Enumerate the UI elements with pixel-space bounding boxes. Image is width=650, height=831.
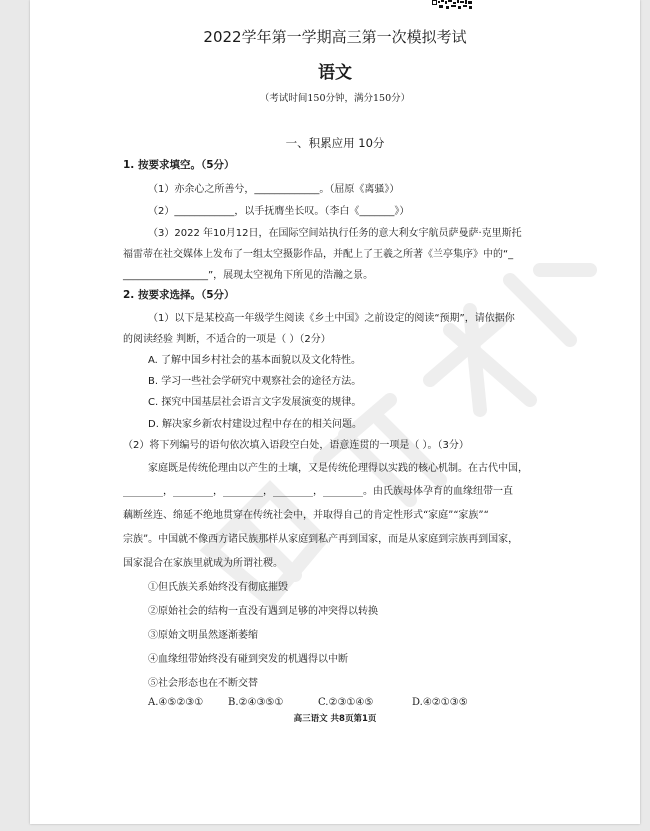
page-footer: 高三语文 共8页第1页 xyxy=(293,714,377,724)
option-a: A. 了解中国乡村社会的基本面貌以及文化特性。 xyxy=(148,355,362,366)
sentence-5: ⑤社会形态也在不断交替 xyxy=(148,678,258,689)
question-1-item-1: （1）亦余心之所善兮，_____________。（屈原《离骚》） xyxy=(148,184,400,195)
passage-line-5: 国家混合在家族里就成为所谓社稷。 xyxy=(123,558,283,569)
exam-time-note: （考试时间150分钟，满分150分） xyxy=(259,93,411,104)
sentence-2: ②原始社会的结构一直没有遇到足够的冲突得以转换 xyxy=(148,606,378,617)
sentence-4: ④血缘纽带始终没有碰到突发的机遇得以中断 xyxy=(148,654,348,665)
document-page xyxy=(30,0,640,824)
exam-title: 2022学年第一学期高三第一次模拟考试 xyxy=(203,28,467,46)
question-2-heading: 2. 按要求选择。（5分） xyxy=(123,289,235,301)
question-1-item-3-line-1: （3）2022 年10月12日，在国际空间站执行任务的意大利女宇航员萨曼萨·克里斯托 xyxy=(148,228,522,239)
question-1-item-3-line-2: 福雷蒂在社交媒体上发布了一组太空摄影作品，并配上了王羲之所著《兰亭集序》中的“_ xyxy=(123,249,514,260)
question-2-part-1-line-1: （1）以下是某校高一年级学生阅读《乡土中国》之前设定的阅读“预期”，请依据你 xyxy=(148,313,515,324)
option-c: C. 探究中国基层社会语言文字发展演变的规律。 xyxy=(148,397,362,408)
option-b: B. 学习一些社会学研究中观察社会的途径方法。 xyxy=(148,376,362,387)
passage-line-2: ________，________，________，________，________。由氏族母体孕育的血缘纽带一直 xyxy=(123,486,513,497)
question-1-item-3-line-3: _________________”，展现太空视角下所见的浩瀚之景。 xyxy=(123,270,374,281)
passage-line-1: 家庭既是传统伦理由以产生的土壤，又是传统伦理得以实践的核心机制。在古代中国， xyxy=(148,463,528,474)
question-2-part-2: （2）将下列编号的语句依次填入语段空白处，语意连贯的一项是（ ）。（3分） xyxy=(123,440,469,451)
question-1-heading: 1. 按要求填空。（5分） xyxy=(123,159,235,171)
passage-line-3: 藕断丝连、绵延不绝地贯穿在传统社会中，并取得自己的肯定性形式“家庭”“家族”“ xyxy=(123,510,489,521)
passage-line-4: 宗族”。中国就不像西方诸民族那样从家庭到私产再到国家，而是从家庭到宗族再到国家， xyxy=(123,534,519,545)
question-2-part-1-line-2: 的阅读经验 判断，不适合的一项是（ ）（2分） xyxy=(123,334,331,345)
section-heading: 一、积累应用 10分 xyxy=(285,136,385,150)
choice-d: D.④②①③⑤ xyxy=(412,697,468,708)
sentence-3: ③原始文明虽然逐渐萎缩 xyxy=(148,630,258,641)
choice-c: C.②③①④⑤ xyxy=(318,697,374,708)
sentence-1: ①但氏族关系始终没有彻底摧毁 xyxy=(148,582,288,593)
subject-title: 语文 xyxy=(318,63,352,83)
question-1-item-2: （2）____________，以手抚膺坐长叹。（李白《_______》） xyxy=(148,206,410,217)
choice-a: A.④⑤②③① xyxy=(148,697,204,708)
qr-code-icon xyxy=(431,0,473,10)
option-d: D. 解决家乡新农村建设过程中存在的相关问题。 xyxy=(148,419,363,430)
choice-b: B.②④③⑤① xyxy=(228,697,284,708)
